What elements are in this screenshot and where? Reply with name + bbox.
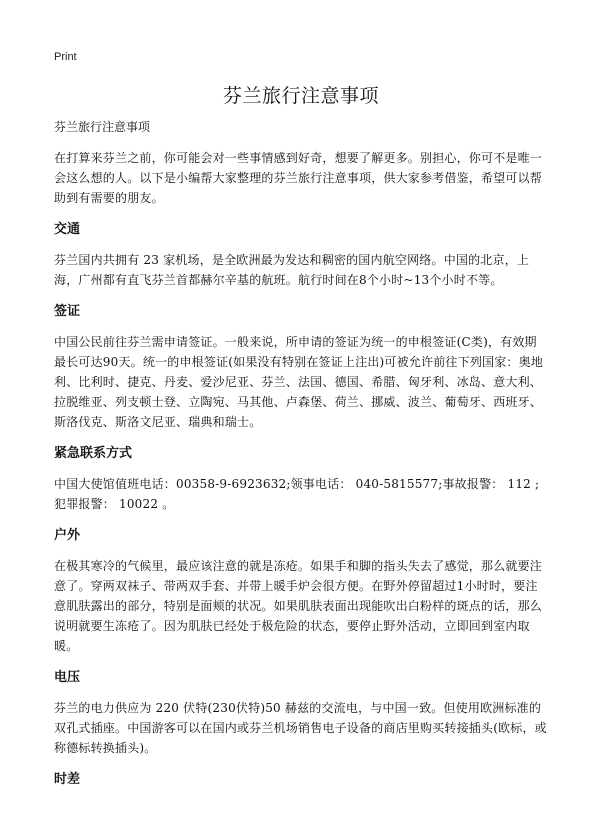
section-heading-timezone: 时差 [54, 772, 81, 787]
section-heading-emergency: 紧急联系方式 [54, 446, 133, 461]
section-body-visa: 中国公民前往芬兰需申请签证。一般来说，所申请的签证为统一的申根签证(C类)，有效期最长可达90天。统一的申根签证(如果没有特别在签证上注出)可被允许前往下列国家：奥地利、比利时、捷克、丹麦、爱沙尼亚、芬兰、法国、德国、希腊、匈牙利、冰岛、意大利、拉脱维亚、列支顿士登、立陶宛、马其他、卢森堡、荷兰、挪威、波兰、葡萄牙、西班牙、斯洛伐克、斯洛文尼亚、瑞典和瑞士。 [54, 335, 544, 429]
section-body-voltage: 芬兰的电力供应为 220 伏特(230伏特)50 赫兹的交流电，与中国一致。但使用欧洲标准的双孔式插座。中国游客可以在国内或芬兰机场销售电子设备的商店里购买转接插头(欧标，或称德标转换插头)。 [54, 701, 547, 755]
section-heading-transport: 交通 [54, 222, 81, 237]
section-body-emergency: 中国大使馆值班电话：00358-9-6923632;领事电话： 040-5815577;事故报警： 112 ;犯罪报警： 10022 。 [54, 477, 540, 511]
section-heading-visa: 签证 [54, 304, 81, 319]
section-body-outdoor: 在极其寒冷的气候里，最应该注意的就是冻疮。如果手和脚的指头失去了感觉，那么就要注意了。穿两双袜子、带两双手套、并带上暖手炉会很方便。在野外停留超过1小时时，要注意肌肤露出的部分，特别是面颊的状况。如果肌肤表面出现能吹出白粉样的斑点的话，那么说明就要生冻疮了。因为肌肤已经处于极危险的状态，要停止野外活动，立即回到室内取暖。 [54, 559, 543, 653]
section-body-transport: 芬兰国内共拥有 23 家机场，是全欧洲最为发达和稠密的国内航空网络。中国的北京，上海，广州都有直飞芬兰首都赫尔辛基的航班。航行时间在8个小时~13个小时不等。 [54, 253, 530, 287]
article-subtitle: 芬兰旅行注意事项 [54, 120, 151, 134]
print-link[interactable]: Print [54, 51, 77, 63]
page-title: 芬兰旅行注意事项 [222, 85, 379, 107]
section-heading-outdoor: 户外 [54, 528, 81, 543]
intro-paragraph: 在打算来芬兰之前，你可能会对一些事情感到好奇，想要了解更多。别担心，你可不是唯一会这么想的人。以下是小编帮大家整理的芬兰旅行注意事项，供大家参考借鉴，希望可以帮助到有需要的朋友。 [54, 151, 543, 205]
section-heading-voltage: 电压 [54, 670, 81, 685]
